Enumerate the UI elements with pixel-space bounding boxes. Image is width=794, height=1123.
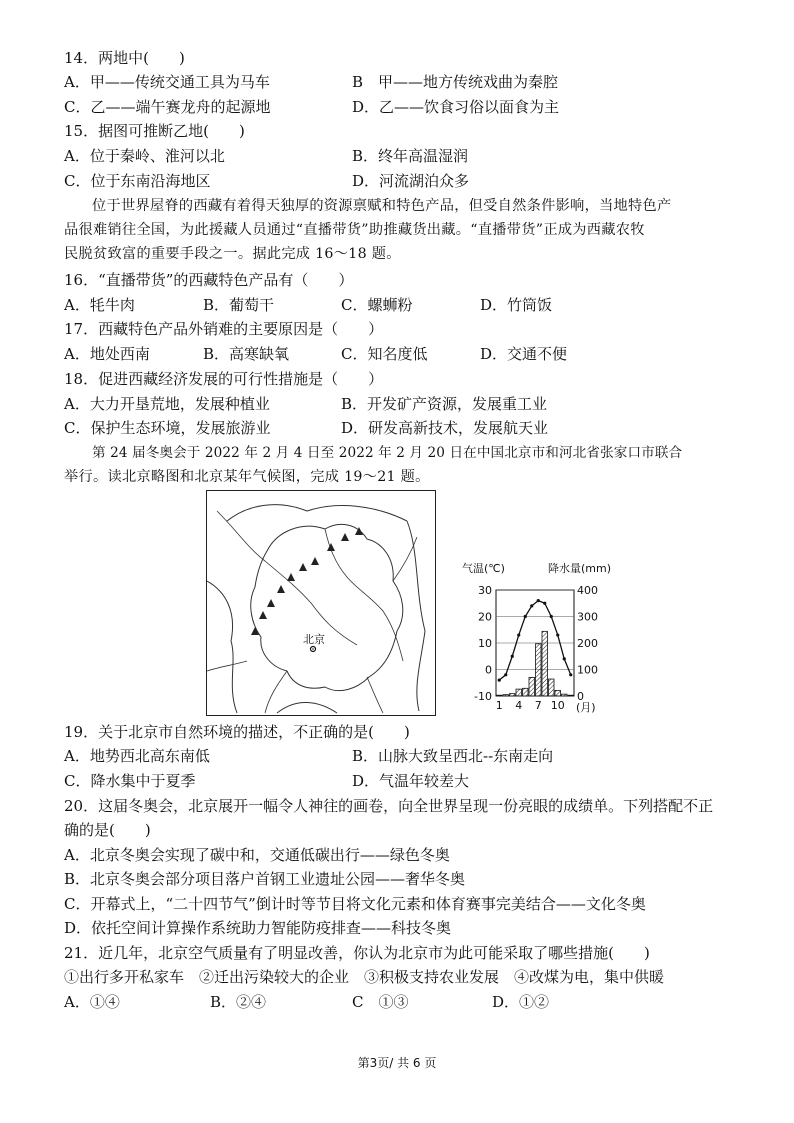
q17-option-b: B．高寒缺氧 [203, 345, 290, 363]
beijing-climate-chart [462, 560, 612, 720]
temperature-point [524, 615, 527, 618]
q20-option-c: C．开幕式上，“二十四节气”倒计时等节目将文化元素和体育赛事完美结合——文化冬奥 [64, 895, 646, 913]
q19-stem: 19．关于北京市自然环境的描述，不正确的是( ) [64, 723, 410, 741]
temperature-line [499, 601, 571, 681]
mountain-icon [327, 543, 335, 551]
q14-option-c: C．乙——端午赛龙舟的起源地 [64, 98, 271, 116]
x-tick-label: 7 [534, 699, 542, 712]
q18-option-a: A．大力开垦荒地，发展种植业 [64, 395, 270, 413]
temperature-point [550, 615, 553, 618]
temperature-point [537, 599, 540, 602]
precipitation-bar [555, 690, 561, 696]
passage2-line1: 第 24 届冬奥会于 2022 年 2 月 4 日至 2022 年 2 月 20 日在中国北京市和河北省张家口市联合 [92, 445, 683, 461]
passage1-line2: 品很难销往全国，为此援藏人员通过“直播带货”助推藏货出藏。“直播带货”正成为西藏农牧 [64, 222, 645, 238]
mountain-icon [259, 611, 267, 619]
y-left-axis-label: 气温(℃) [462, 562, 505, 575]
temperature-point [569, 673, 572, 676]
q17-option-c: C．知名度低 [341, 345, 428, 363]
precipitation-bar [549, 679, 555, 696]
river-4 [265, 671, 287, 713]
temperature-point [511, 655, 514, 658]
q15-option-c: C．位于东南沿海地区 [64, 172, 211, 190]
beijing-sketch-map [206, 490, 436, 716]
q14-option-d: D．乙——饮食习俗以面食为主 [352, 98, 560, 116]
q19-option-b: B．山脉大致呈西北--东南走向 [352, 747, 554, 765]
precipitation-bar [503, 695, 509, 696]
q19-option-d: D．气温年较差大 [352, 772, 470, 790]
x-tick-label: 4 [515, 699, 523, 712]
q19-option-a: A．地势西北高东南低 [64, 747, 210, 765]
outer-boundary-south [277, 702, 337, 713]
q20-option-a: A．北京冬奥会实现了碳中和，交通低碳出行——绿色冬奥 [64, 846, 450, 864]
mountain-icon [311, 557, 319, 565]
precipitation-bar [523, 688, 529, 696]
q20-stem-line1: 20．这届冬奥会，北京展开一幅令人神往的画卷，向全世界呈现一份亮眼的成绩单。下列搭配不正 [64, 797, 714, 815]
precipitation-bar [542, 631, 548, 696]
precipitation-bar [497, 695, 503, 696]
q20-option-b: B．北京冬奥会部分项目落户首钢工业遗址公园——奢华冬奥 [64, 870, 466, 888]
q16-option-b: B．葡萄干 [203, 296, 275, 314]
mountain-icon [299, 563, 307, 571]
q15-option-b: B．终年高温湿润 [352, 147, 469, 165]
q20-stem-line2: 确的是( ) [64, 821, 151, 839]
q18-option-c: C．保护生态环境，发展旅游业 [64, 419, 271, 437]
river-2 [325, 529, 403, 661]
q16-option-c: C．螺蛳粉 [341, 296, 413, 314]
y-left-tick-label: 30 [478, 584, 492, 597]
q14-stem: 14．两地中( ) [64, 49, 185, 67]
y-left-tick-label: 20 [478, 610, 492, 624]
mountain-symbols [251, 527, 363, 635]
q21-option-c: C ①③ [352, 993, 409, 1011]
y-right-tick-label: 300 [577, 610, 598, 624]
page-footer: 第3页/ 共 6 页 [357, 1056, 437, 1070]
q16-stem: 16．“直播带货”的西藏特色产品有（ ） [64, 271, 354, 289]
y-right-tick-label: 100 [577, 663, 598, 677]
temperature-point [563, 657, 566, 660]
river-3 [367, 677, 383, 713]
q19-option-c: C．降水集中于夏季 [64, 772, 196, 790]
temperature-point [498, 679, 501, 682]
mountain-icon [341, 533, 349, 541]
outer-boundary-west [207, 581, 237, 713]
precipitation-bar [529, 677, 535, 696]
q21-option-b: B．②④ [210, 993, 267, 1011]
outer-boundary-east [407, 521, 425, 711]
q16-option-d: D．竹筒饭 [480, 296, 553, 314]
y-right-tick-label: 400 [577, 584, 598, 597]
outer-boundary-north [227, 505, 407, 521]
precipitation-bar [562, 694, 568, 696]
q21-option-d: D．①② [492, 993, 550, 1011]
passage1-line1: 位于世界屋脊的西藏有着得天独厚的资源禀赋和特色产品，但受自然条件影响，当地特色产 [92, 198, 672, 214]
passage2-line2: 举行。读北京略图和北京某年气候图，完成 19～21 题。 [64, 469, 430, 485]
temperature-point [517, 633, 520, 636]
q16-option-a: A．牦牛肉 [64, 296, 135, 314]
temperature-point [504, 673, 507, 676]
precipitation-bar [536, 644, 542, 696]
q17-option-d: D．交通不便 [480, 345, 568, 363]
mountain-icon [267, 599, 275, 607]
precipitation-bar [516, 689, 522, 696]
x-tick-label: 1 [495, 699, 503, 712]
mountain-icon [277, 585, 285, 593]
q17-stem: 17．西藏特色产品外销难的主要原因是（ ） [64, 320, 384, 338]
y-right-tick-label: 0 [577, 690, 584, 703]
precipitation-bar [510, 694, 516, 696]
q21-items: ①出行多开私家车 ②迁出污染较大的企业 ③积极支持农业发展 ④改煤为电，集中供暖 [64, 968, 665, 986]
river-6 [207, 661, 247, 671]
q18-option-d: D．研发高新技术，发展航天业 [341, 419, 549, 437]
q20-option-d: D．依托空间计算操作系统助力智能防疫排查——科技冬奥 [64, 919, 452, 937]
y-left-tick-label: -10 [474, 690, 492, 703]
y-left-tick-label: 0 [485, 663, 492, 677]
passage1-line3: 民脱贫致富的重要手段之一。据此完成 16～18 题。 [64, 246, 401, 262]
q14-option-b: B 甲——地方传统戏曲为秦腔 [352, 73, 559, 91]
temperature-point [530, 604, 533, 607]
q18-stem: 18．促进西藏经济发展的可行性措施是（ ） [64, 370, 384, 388]
q15-option-a: A．位于秦岭、淮河以北 [64, 147, 225, 165]
y-right-tick-label: 200 [577, 637, 598, 650]
beijing-city-label: 北京 [303, 633, 325, 646]
temperature-point [543, 602, 546, 605]
q18-option-b: B．开发矿产资源，发展重工业 [341, 395, 548, 413]
temperature-point [556, 633, 559, 636]
precipitation-bar [568, 695, 574, 696]
x-tick-label: 10 [550, 699, 565, 712]
q14-option-a: A．甲——传统交通工具为马车 [64, 73, 270, 91]
q21-stem: 21．近几年，北京空气质量有了明显改善，你认为北京市为此可能采取了哪些措施( ) [64, 944, 650, 962]
y-left-tick-label: 10 [478, 637, 492, 650]
q15-option-d: D．河流湖泊众多 [352, 172, 470, 190]
q17-option-a: A．地处西南 [64, 345, 150, 363]
map-drawing [207, 491, 434, 714]
x-axis-label: (月) [576, 701, 596, 714]
q21-option-a: A．①④ [64, 993, 120, 1011]
y-right-axis-label: 降水量(mm) [548, 562, 612, 575]
q15-stem: 15．据图可推断乙地( ) [64, 122, 245, 140]
mountain-icon [287, 573, 295, 581]
